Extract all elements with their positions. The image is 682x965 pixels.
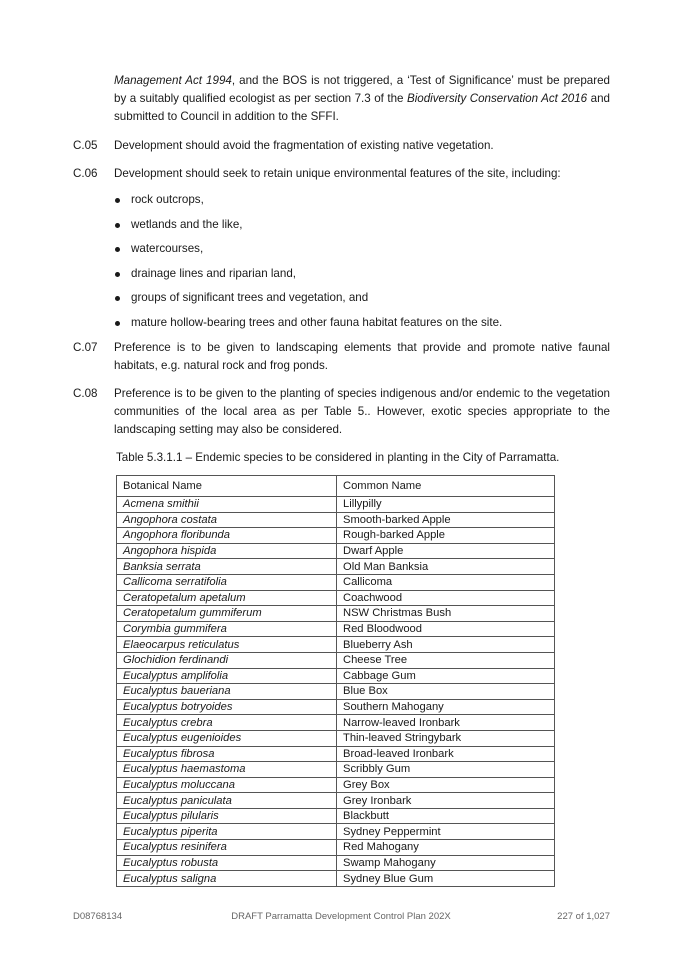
bullet-icon [115, 223, 120, 228]
botanical-name-cell: Angophora hispida [117, 543, 337, 559]
clause-number: C.05 [73, 139, 98, 152]
botanical-name-cell: Ceratopetalum gummiferum [117, 606, 337, 622]
bullet-icon [115, 198, 120, 203]
list-item: rock outcrops, [114, 191, 502, 216]
common-name-cell: Thin-leaved Stringybark [337, 730, 555, 746]
table-row [117, 497, 555, 513]
list-item: watercourses, [114, 240, 502, 265]
table-row [117, 668, 555, 684]
column-header: Botanical Name [117, 476, 337, 497]
common-name-cell: Old Man Banksia [337, 559, 555, 575]
list-item: wetlands and the like, [114, 216, 502, 241]
table-row [117, 871, 555, 887]
botanical-name-cell: Eucalyptus saligna [117, 871, 337, 887]
clause-c07 [73, 339, 610, 375]
common-name-cell: Blackbutt [337, 808, 555, 824]
common-name-cell: Red Mahogany [337, 840, 555, 856]
common-name-cell: Cheese Tree [337, 652, 555, 668]
common-name-cell: Callicoma [337, 574, 555, 590]
list-item: drainage lines and riparian land, [114, 265, 502, 290]
common-name-cell: Swamp Mahogany [337, 855, 555, 871]
table-row [117, 699, 555, 715]
clause-text: Preference is to be given to the planting of species indigenous and/or endemic to the vegetation communities of the local area as per Table 5.. However, exotic species appropriate to the landscaping setting may also be considered. [114, 387, 610, 436]
common-name-cell: Rough-barked Apple [337, 528, 555, 544]
botanical-name-cell: Angophora costata [117, 512, 337, 528]
botanical-name-cell: Eucalyptus pilularis [117, 808, 337, 824]
clause-number: C.07 [73, 341, 98, 354]
botanical-name-cell: Elaeocarpus reticulatus [117, 637, 337, 653]
table-row [117, 777, 555, 793]
clause-c08 [73, 385, 610, 439]
table-row [117, 824, 555, 840]
table-row [117, 559, 555, 575]
bullet-icon [115, 272, 120, 277]
table-row [117, 590, 555, 606]
botanical-name-cell: Eucalyptus robusta [117, 855, 337, 871]
common-name-cell: Lillypilly [337, 497, 555, 513]
botanical-name-cell: Corymbia gummifera [117, 621, 337, 637]
common-name-cell: Coachwood [337, 590, 555, 606]
common-name-cell: NSW Christmas Bush [337, 606, 555, 622]
clause-number: C.06 [73, 167, 98, 180]
common-name-cell: Blue Box [337, 684, 555, 700]
botanical-name-cell: Callicoma serratifolia [117, 574, 337, 590]
common-name-cell: Sydney Blue Gum [337, 871, 555, 887]
botanical-name-cell: Eucalyptus fibrosa [117, 746, 337, 762]
table-row [117, 715, 555, 731]
table-row [117, 808, 555, 824]
common-name-cell: Southern Mahogany [337, 699, 555, 715]
common-name-cell: Broad-leaved Ironbark [337, 746, 555, 762]
botanical-name-cell: Eucalyptus baueriana [117, 684, 337, 700]
table-body [117, 497, 555, 887]
table-row [117, 606, 555, 622]
botanical-name-cell: Eucalyptus botryoides [117, 699, 337, 715]
common-name-cell: Blueberry Ash [337, 637, 555, 653]
table-caption: Table 5.3.1.1 – Endemic species to be considered in planting in the City of Parramatta. [116, 451, 560, 464]
table-row [117, 528, 555, 544]
act-title: Management Act 1994 [114, 74, 232, 87]
botanical-name-cell: Eucalyptus amplifolia [117, 668, 337, 684]
list-item: groups of significant trees and vegetation, and [114, 289, 502, 314]
common-name-cell: Smooth-barked Apple [337, 512, 555, 528]
bullet-icon [115, 321, 120, 326]
intro-paragraph [114, 72, 610, 126]
table-row [117, 746, 555, 762]
clause-c06 [73, 165, 610, 183]
common-name-cell: Red Bloodwood [337, 621, 555, 637]
table-row [117, 793, 555, 809]
table-row [117, 512, 555, 528]
table-row [117, 574, 555, 590]
botanical-name-cell: Eucalyptus haemastoma [117, 762, 337, 778]
table-row [117, 855, 555, 871]
intro-text: and submitted to Council in addition to the SFFI. [114, 92, 610, 123]
clause-text: Development should seek to retain unique environmental features of the site, including: [114, 167, 561, 180]
common-name-cell: Narrow-leaved Ironbark [337, 715, 555, 731]
botanical-name-cell: Acmena smithii [117, 497, 337, 513]
common-name-cell: Sydney Peppermint [337, 824, 555, 840]
clause-text: Preference is to be given to landscaping elements that provide and promote native faunal habitats, e.g. natural rock and frog ponds. [114, 341, 610, 372]
botanical-name-cell: Angophora floribunda [117, 528, 337, 544]
common-name-cell: Dwarf Apple [337, 543, 555, 559]
page-number: 227 of 1,027 [557, 911, 610, 922]
table-row [117, 730, 555, 746]
act-title: Biodiversity Conservation Act 2016 [406, 92, 588, 105]
bullet-icon [115, 247, 120, 252]
table-row [117, 621, 555, 637]
list-item: mature hollow-bearing trees and other fauna habitat features on the site. [114, 314, 502, 339]
clause-c05 [73, 137, 610, 155]
botanical-name-cell: Banksia serrata [117, 559, 337, 575]
botanical-name-cell: Eucalyptus crebra [117, 715, 337, 731]
document-title: DRAFT Parramatta Development Control Plan 202X [231, 911, 451, 922]
botanical-name-cell: Eucalyptus moluccana [117, 777, 337, 793]
botanical-name-cell: Eucalyptus resinifera [117, 840, 337, 856]
common-name-cell: Grey Box [337, 777, 555, 793]
column-header: Common Name [337, 476, 555, 497]
botanical-name-cell: Ceratopetalum apetalum [117, 590, 337, 606]
botanical-name-cell: Eucalyptus paniculata [117, 793, 337, 809]
document-id: D08768134 [73, 911, 123, 922]
table-row [117, 762, 555, 778]
table-row [117, 652, 555, 668]
botanical-name-cell: Eucalyptus piperita [117, 824, 337, 840]
table-row [117, 543, 555, 559]
feature-list [114, 191, 502, 339]
bullet-icon [115, 296, 120, 301]
botanical-name-cell: Glochidion ferdinandi [117, 652, 337, 668]
intro-text: , and the BOS is not triggered, a ‘Test of Significance’ must be prepared by a suitably qualified ecologist as per section 7.3 of the [114, 74, 610, 105]
clause-number: C.08 [73, 387, 98, 400]
common-name-cell: Scribbly Gum [337, 762, 555, 778]
species-table [116, 475, 555, 887]
common-name-cell: Grey Ironbark [337, 793, 555, 809]
table-header-row [117, 476, 555, 497]
common-name-cell: Cabbage Gum [337, 668, 555, 684]
clause-text: Development should avoid the fragmentation of existing native vegetation. [114, 139, 494, 152]
table-row [117, 840, 555, 856]
botanical-name-cell: Eucalyptus eugenioides [117, 730, 337, 746]
table-row [117, 684, 555, 700]
table-row [117, 637, 555, 653]
